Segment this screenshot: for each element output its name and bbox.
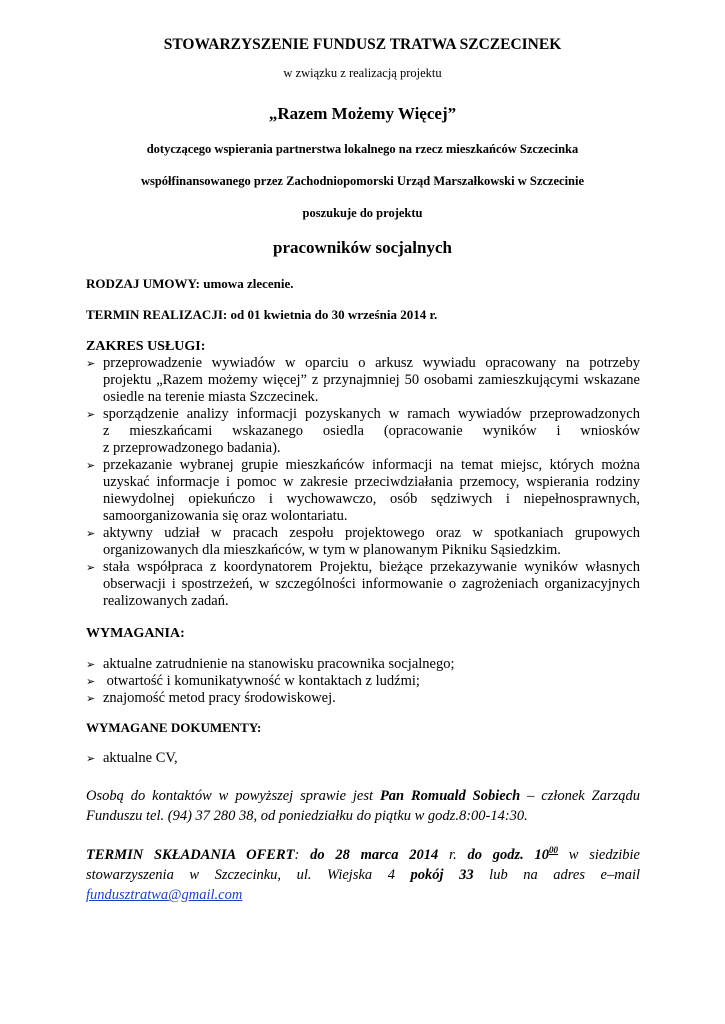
contact-details: – członek Zarządu Funduszu tel. (94) 37 280 38, od poniedziałku do piątku w godz.8:00-14:30. xyxy=(86,788,640,824)
project-description-line-1: dotyczącego wspierania partnerstwa lokalnego na rzecz mieszkańców Szczecinka xyxy=(146,142,579,156)
scope-item xyxy=(86,355,640,406)
email-link[interactable]: fundusztratwa@gmail.com xyxy=(86,887,243,903)
document-text: aktualne CV, xyxy=(103,750,178,766)
deadline-hour: do godz. 10 xyxy=(456,847,550,863)
position-title: pracowników socjalnych xyxy=(273,238,452,257)
contract-type: RODZAJ UMOWY: umowa zlecenie. xyxy=(86,276,294,291)
scope-item-line: aktywny udział w pracach zespołu projektowego oraz w spotkaniach grupowych xyxy=(103,525,640,541)
documents-list xyxy=(86,750,640,767)
scope-item-line: osiedle na terenie miasta Szczecinek. xyxy=(103,389,319,405)
scope-item-line: sporządzenie analizy informacji pozyskanych w ramach wywiadów przeprowadzonych xyxy=(103,406,640,422)
scope-item-line: niewydolnej opiekuńczo i wychowawczo, osób sędziwych i niepełnosprawnych, xyxy=(103,491,640,507)
scope-item-line: projektu „Razem możemy więcej” z przynajmniej 50 osobami zamieszkującymi wskazane xyxy=(103,372,640,388)
scope-list xyxy=(86,355,640,610)
requirements-heading: WYMAGANIA: xyxy=(86,626,185,641)
scope-item xyxy=(86,559,640,610)
arrow-bullet-icon: ➢ xyxy=(86,459,96,472)
scope-item xyxy=(86,457,640,525)
scope-item-line: stała współpraca z koordynatorem Projektu, bieżące przekazywanie wyników własnych xyxy=(103,559,640,575)
scope-item xyxy=(86,525,640,559)
deadline-minutes: 00 xyxy=(549,845,559,856)
scope-item-line: przekazanie wybranej grupie mieszkańców informacji na temat miejsc, których można xyxy=(103,457,640,473)
deadline-year-suffix: r. xyxy=(438,847,457,863)
document-item xyxy=(86,750,640,767)
scope-item xyxy=(86,406,640,457)
scope-item-line: obserwacji i spostrzeżeń, w szczególności informowanie o zagrożeniach organizacyjnych xyxy=(103,576,640,592)
deadline-room: pokój 33 xyxy=(410,867,474,883)
contact-person-name: Pan Romuald Sobiech xyxy=(379,788,521,804)
requirement-text: otwartość i komunikatywność w kontaktach z ludźmi; xyxy=(103,673,420,689)
organization-title: STOWARZYSZENIE FUNDUSZ TRATWA SZCZECINEK xyxy=(163,36,562,53)
arrow-bullet-icon: ➢ xyxy=(86,658,96,671)
scope-item-line: realizowanych zadań. xyxy=(103,593,229,609)
requirement-item xyxy=(86,656,640,673)
arrow-bullet-icon: ➢ xyxy=(86,527,96,540)
arrow-bullet-icon: ➢ xyxy=(86,692,96,705)
scope-item-line: samoorganizowania się oraz wolontariatu. xyxy=(103,508,348,524)
scope-item-line: przeprowadzenie wywiadów w oparciu o arkusz wywiadu opracowany na potrzeby xyxy=(103,355,640,371)
deadline-label: TERMIN SKŁADANIA OFERT xyxy=(86,847,295,863)
deadline-location: w siedzibie stowarzyszenia w Szczecinku, ul. Wiejska 4 xyxy=(86,847,640,883)
arrow-bullet-icon: ➢ xyxy=(86,752,96,765)
intro-line: w związku z realizacją projektu xyxy=(283,66,442,80)
contact-text: Osobą do kontaktów w powyższej sprawie jest xyxy=(86,788,380,804)
arrow-bullet-icon: ➢ xyxy=(86,408,96,421)
deadline-colon: : xyxy=(294,847,311,863)
requirement-text: aktualne zatrudnienie na stanowisku pracownika socjalnego; xyxy=(103,656,455,672)
arrow-bullet-icon: ➢ xyxy=(86,561,96,574)
requirements-list xyxy=(86,656,640,707)
requirement-item xyxy=(86,673,640,690)
arrow-bullet-icon: ➢ xyxy=(86,357,96,370)
scope-heading: ZAKRES USŁUGI: xyxy=(86,339,206,354)
project-name: „Razem Możemy Więcej” xyxy=(268,104,457,123)
requirement-text: znajomość metod pracy środowiskowej. xyxy=(103,690,336,706)
requirement-item xyxy=(86,690,640,707)
project-description-line-2: współfinansowanego przez Zachodniopomorski Urząd Marszałkowski w Szczecinie xyxy=(140,174,585,188)
deadline-paragraph xyxy=(86,845,640,905)
scope-item-line: z przeprowadzonego badania). xyxy=(103,440,281,456)
scope-item-line: uzyskać informacje i pomoc w zakresie przeciwdziałania przemocy, wspierania rodziny xyxy=(103,474,640,490)
realization-term: TERMIN REALIZACJI: od 01 kwietnia do 30 września 2014 r. xyxy=(86,307,438,322)
documents-heading: WYMAGANE DOKUMENTY: xyxy=(86,720,262,735)
arrow-bullet-icon: ➢ xyxy=(86,675,96,688)
project-description-line-3: poszukuje do projektu xyxy=(302,206,423,220)
deadline-date: do 28 marca 2014 xyxy=(310,847,439,863)
scope-item-line: z mieszkańcami wskazanego osiedla (opracowanie wyników i wniosków xyxy=(103,423,640,439)
deadline-email-intro: lub na adres e–mail xyxy=(473,867,641,883)
scope-item-line: organizowanych dla mieszkańców, w tym w planowanym Pikniku Sąsiedzkim. xyxy=(103,542,561,558)
contact-paragraph xyxy=(86,786,640,826)
